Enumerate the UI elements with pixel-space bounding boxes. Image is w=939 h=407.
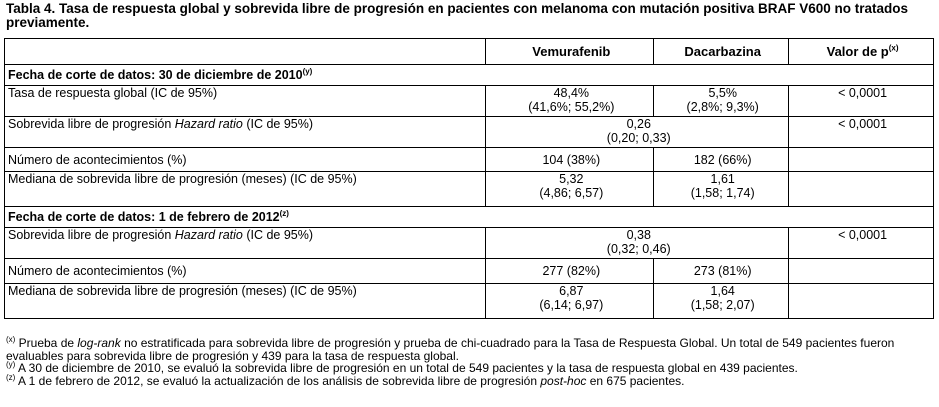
cell-hr-2012: 0,38 (0,32; 0,46) [486, 228, 789, 259]
row-label: Tasa de respuesta global (IC de 95%) [5, 86, 486, 117]
footnotes [6, 337, 931, 387]
cell-vem-events-2012: 277 (82%) [486, 259, 654, 284]
cell-empty [789, 259, 934, 284]
cell-vem-orr: 48,4% (41,6%; 55,2%) [486, 86, 654, 117]
cell-dac-median: 1,61 (1,58; 1,74) [654, 172, 789, 207]
row-label: Mediana de sobrevida libre de progresión (meses) (IC de 95%) [5, 172, 486, 207]
cell-vem-median-2012: 6,87 (6,14; 6,97) [486, 284, 654, 319]
cell-empty [789, 172, 934, 207]
row-label: Número de acontecimientos (%) [5, 259, 486, 284]
cell-dac-median-2012: 1,64 (1,58; 2,07) [654, 284, 789, 319]
header-vemurafenib: Vemurafenib [486, 39, 654, 65]
table-title: Tabla 4. Tasa de respuesta global y sobrevida libre de progresión en pacientes con melanoma con mutación positiva BRAF V600 no tratados previamente. [6, 1, 908, 30]
cell-vem-median: 5,32 (4,86; 6,57) [486, 172, 654, 207]
cell-empty [789, 284, 934, 319]
row-label: Sobrevida libre de progresión Hazard ratio (IC de 95%) [5, 117, 486, 148]
section-2012: Fecha de corte de datos: 1 de febrero de 2012$^{(z)}$ [5, 207, 934, 228]
cell-p-orr: < 0,0001 [789, 86, 934, 117]
results-table [4, 38, 934, 319]
footnote-z: $^{(z)}$ A 1 de febrero de 2012, se evaluó la actualización de los análisis de sobrevida libre de progresión post-hoc en 675 pacientes. [6, 372, 685, 388]
cell-empty [789, 148, 934, 172]
header-dacarbazina: Dacarbazina [654, 39, 789, 65]
cell-p-hr-2012: < 0,0001 [789, 228, 934, 259]
cell-p-hr-2010: < 0,0001 [789, 117, 934, 148]
row-label: Número de acontecimientos (%) [5, 148, 486, 172]
row-label: Mediana de sobrevida libre de progresión (meses) (IC de 95%) [5, 284, 486, 319]
cell-hr-2010: 0,26 (0,20; 0,33) [486, 117, 789, 148]
cell-dac-events: 182 (66%) [654, 148, 789, 172]
cell-dac-events-2012: 273 (81%) [654, 259, 789, 284]
cell-dac-orr: 5,5% (2,8%; 9,3%) [654, 86, 789, 117]
section-2010: Fecha de corte de datos: 30 de diciembre de 2010$^{(y)}$ [5, 65, 934, 86]
cell-vem-events: 104 (38%) [486, 148, 654, 172]
footnote-y: $^{(y)}$ A 30 de diciembre de 2010, se evaluó la sobrevida libre de progresión en un total de 549 pacientes y la tasa de respuesta global en 439 pacientes. [6, 360, 798, 375]
header-empty [5, 39, 486, 65]
row-label: Sobrevida libre de progresión Hazard ratio (IC de 95%) [5, 228, 486, 259]
footnote-x: $^{(x)}$ Prueba de log-rank no estratificada para sobrevida libre de progresión y prueba de chi-cuadrado para la Tasa de Respuesta Global. Un total de 549 pacientes fueron evaluables para sobrevida libre de progresión y 439 para la tasa de respuesta global. [6, 335, 895, 363]
header-p-value: Valor de $p^{(x)}$ [789, 39, 934, 65]
